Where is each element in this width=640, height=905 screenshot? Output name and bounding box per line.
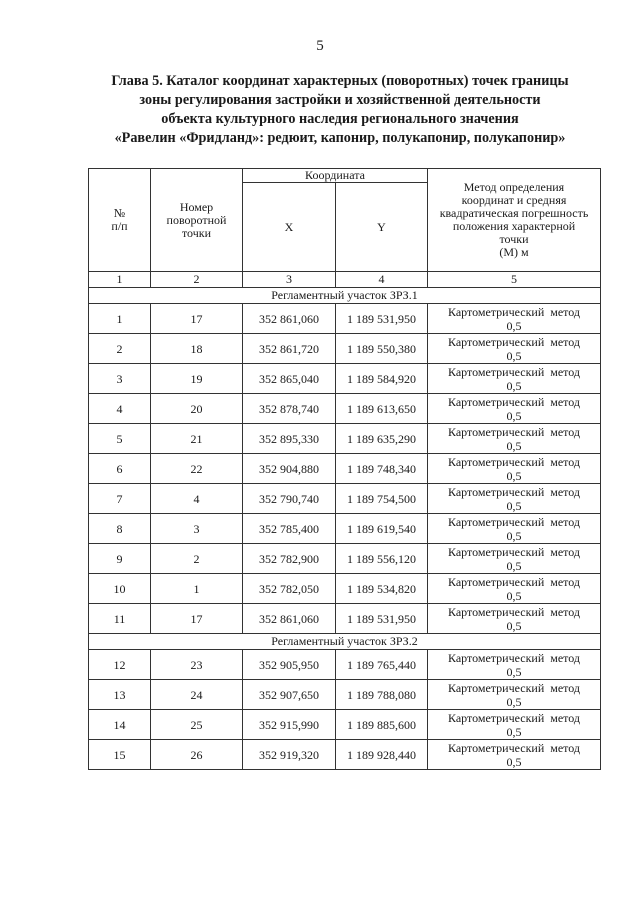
cell-y: 1 189 619,540 [336, 514, 428, 544]
cell-method [428, 394, 601, 424]
table-row [89, 650, 601, 680]
cell-y: 1 189 531,950 [336, 604, 428, 634]
method-text: Картометрический метод [447, 740, 581, 755]
section-row [89, 634, 601, 650]
method-error: 0,5 [506, 468, 522, 483]
table-row [89, 680, 601, 710]
cell-point: 3 [151, 514, 243, 544]
cell-number: 1 [89, 304, 151, 334]
cell-y: 1 189 765,440 [336, 650, 428, 680]
cell-x: 352 907,650 [243, 680, 336, 710]
page-number: 5 [316, 38, 324, 54]
cell-method [428, 304, 601, 334]
cell-number: 11 [89, 604, 151, 634]
cell-point: 18 [151, 334, 243, 364]
table-row [89, 710, 601, 740]
method-text: Картометрический метод [447, 544, 581, 559]
cell-point: 1 [151, 574, 243, 604]
cell-x: 352 895,330 [243, 424, 336, 454]
header-num: № п/п [89, 169, 151, 272]
cell-number: 7 [89, 484, 151, 514]
cell-number: 5 [89, 424, 151, 454]
cell-point: 2 [151, 544, 243, 574]
cell-method [428, 680, 601, 710]
method-text: Картометрический метод [447, 394, 581, 409]
method-text: Картометрический метод [447, 364, 581, 379]
header-point: Номер поворотной точки [151, 169, 243, 272]
cell-y: 1 189 635,290 [336, 424, 428, 454]
page-title [60, 72, 620, 148]
coordinates-table [88, 168, 601, 770]
method-error: 0,5 [506, 588, 522, 603]
cell-y: 1 189 748,340 [336, 454, 428, 484]
cell-x: 352 915,990 [243, 710, 336, 740]
cell-y: 1 189 531,950 [336, 304, 428, 334]
method-error: 0,5 [506, 438, 522, 453]
table-row [89, 454, 601, 484]
method-text: Картометрический метод [447, 650, 581, 665]
table-row [89, 604, 601, 634]
method-text: Картометрический метод [447, 304, 581, 319]
cell-number: 4 [89, 394, 151, 424]
cell-y: 1 189 613,650 [336, 394, 428, 424]
method-error: 0,5 [506, 664, 522, 679]
cell-point: 4 [151, 484, 243, 514]
cell-method [428, 454, 601, 484]
cell-point: 17 [151, 604, 243, 634]
cell-y: 1 189 754,500 [336, 484, 428, 514]
method-text: Картометрический метод [447, 710, 581, 725]
cell-method [428, 650, 601, 680]
cell-x: 352 785,400 [243, 514, 336, 544]
cell-x: 352 904,880 [243, 454, 336, 484]
table-row [89, 514, 601, 544]
cell-number: 3 [89, 364, 151, 394]
cell-method [428, 364, 601, 394]
cell-point: 26 [151, 740, 243, 770]
cell-y: 1 189 584,920 [336, 364, 428, 394]
method-error: 0,5 [506, 558, 522, 573]
method-text: Картометрический метод [447, 680, 581, 695]
cell-number: 9 [89, 544, 151, 574]
section-row [89, 288, 601, 304]
method-error: 0,5 [506, 378, 522, 393]
cell-y: 1 189 885,600 [336, 710, 428, 740]
cell-y: 1 189 788,080 [336, 680, 428, 710]
method-error: 0,5 [506, 318, 522, 333]
title-line-1: Глава 5. Каталог координат характерных (поворотных) точек границы [111, 73, 569, 89]
method-error: 0,5 [506, 348, 522, 363]
cell-number: 13 [89, 680, 151, 710]
method-error: 0,5 [506, 724, 522, 739]
cell-method [428, 544, 601, 574]
method-text: Картометрический метод [447, 514, 581, 529]
table-row [89, 484, 601, 514]
cell-point: 21 [151, 424, 243, 454]
method-error: 0,5 [506, 408, 522, 423]
method-error: 0,5 [506, 528, 522, 543]
cell-number: 12 [89, 650, 151, 680]
method-error: 0,5 [506, 618, 522, 633]
table-row [89, 304, 601, 334]
cell-point: 24 [151, 680, 243, 710]
cell-number: 6 [89, 454, 151, 484]
method-text: Картометрический метод [447, 424, 581, 439]
section-title: Регламентный участок ЗРЗ.1 [89, 288, 601, 304]
table-row [89, 364, 601, 394]
cell-y: 1 189 534,820 [336, 574, 428, 604]
cell-method [428, 574, 601, 604]
cell-x: 352 782,900 [243, 544, 336, 574]
cell-method [428, 740, 601, 770]
table-row [89, 334, 601, 364]
cell-point: 17 [151, 304, 243, 334]
table-row [89, 574, 601, 604]
cell-x: 352 905,950 [243, 650, 336, 680]
method-error: 0,5 [506, 498, 522, 513]
cell-number: 8 [89, 514, 151, 544]
method-text: Картометрический метод [447, 574, 581, 589]
cell-point: 23 [151, 650, 243, 680]
cell-number: 15 [89, 740, 151, 770]
header-coordinate: Координата [243, 169, 428, 183]
table-row [89, 424, 601, 454]
title-line-4: «Равелин «Фридланд»: редюит, капонир, полукапонир, полукапонир» [114, 130, 566, 146]
cell-method [428, 604, 601, 634]
cell-point: 19 [151, 364, 243, 394]
cell-method [428, 334, 601, 364]
cell-x: 352 790,740 [243, 484, 336, 514]
cell-x: 352 861,720 [243, 334, 336, 364]
table-row [89, 544, 601, 574]
title-line-3: объекта культурного наследия регионального значения [161, 111, 519, 127]
method-text: Картометрический метод [447, 454, 581, 469]
cell-x: 352 919,320 [243, 740, 336, 770]
header-method: Метод определения координат и средняя квадратическая погрешность положения характерной точки (М) м [428, 169, 601, 272]
cell-y: 1 189 550,380 [336, 334, 428, 364]
cell-point: 22 [151, 454, 243, 484]
cell-method [428, 424, 601, 454]
cell-point: 20 [151, 394, 243, 424]
method-error: 0,5 [506, 754, 522, 769]
cell-y: 1 189 556,120 [336, 544, 428, 574]
column-numbers-row: 1 2 3 4 5 [89, 272, 601, 288]
cell-x: 352 861,060 [243, 604, 336, 634]
cell-y: 1 189 928,440 [336, 740, 428, 770]
cell-x: 352 878,740 [243, 394, 336, 424]
cell-number: 2 [89, 334, 151, 364]
method-error: 0,5 [506, 694, 522, 709]
header-y: Y [336, 183, 428, 272]
method-text: Картометрический метод [447, 334, 581, 349]
cell-method [428, 514, 601, 544]
header-x: X [243, 183, 336, 272]
title-line-2: зоны регулирования застройки и хозяйственной деятельности [139, 92, 541, 108]
cell-x: 352 865,040 [243, 364, 336, 394]
cell-method [428, 710, 601, 740]
method-text: Картометрический метод [447, 604, 581, 619]
cell-number: 10 [89, 574, 151, 604]
cell-number: 14 [89, 710, 151, 740]
cell-x: 352 861,060 [243, 304, 336, 334]
cell-point: 25 [151, 710, 243, 740]
cell-method [428, 484, 601, 514]
table-row [89, 394, 601, 424]
table-row [89, 740, 601, 770]
cell-x: 352 782,050 [243, 574, 336, 604]
method-text: Картометрический метод [447, 484, 581, 499]
section-title: Регламентный участок ЗРЗ.2 [89, 634, 601, 650]
